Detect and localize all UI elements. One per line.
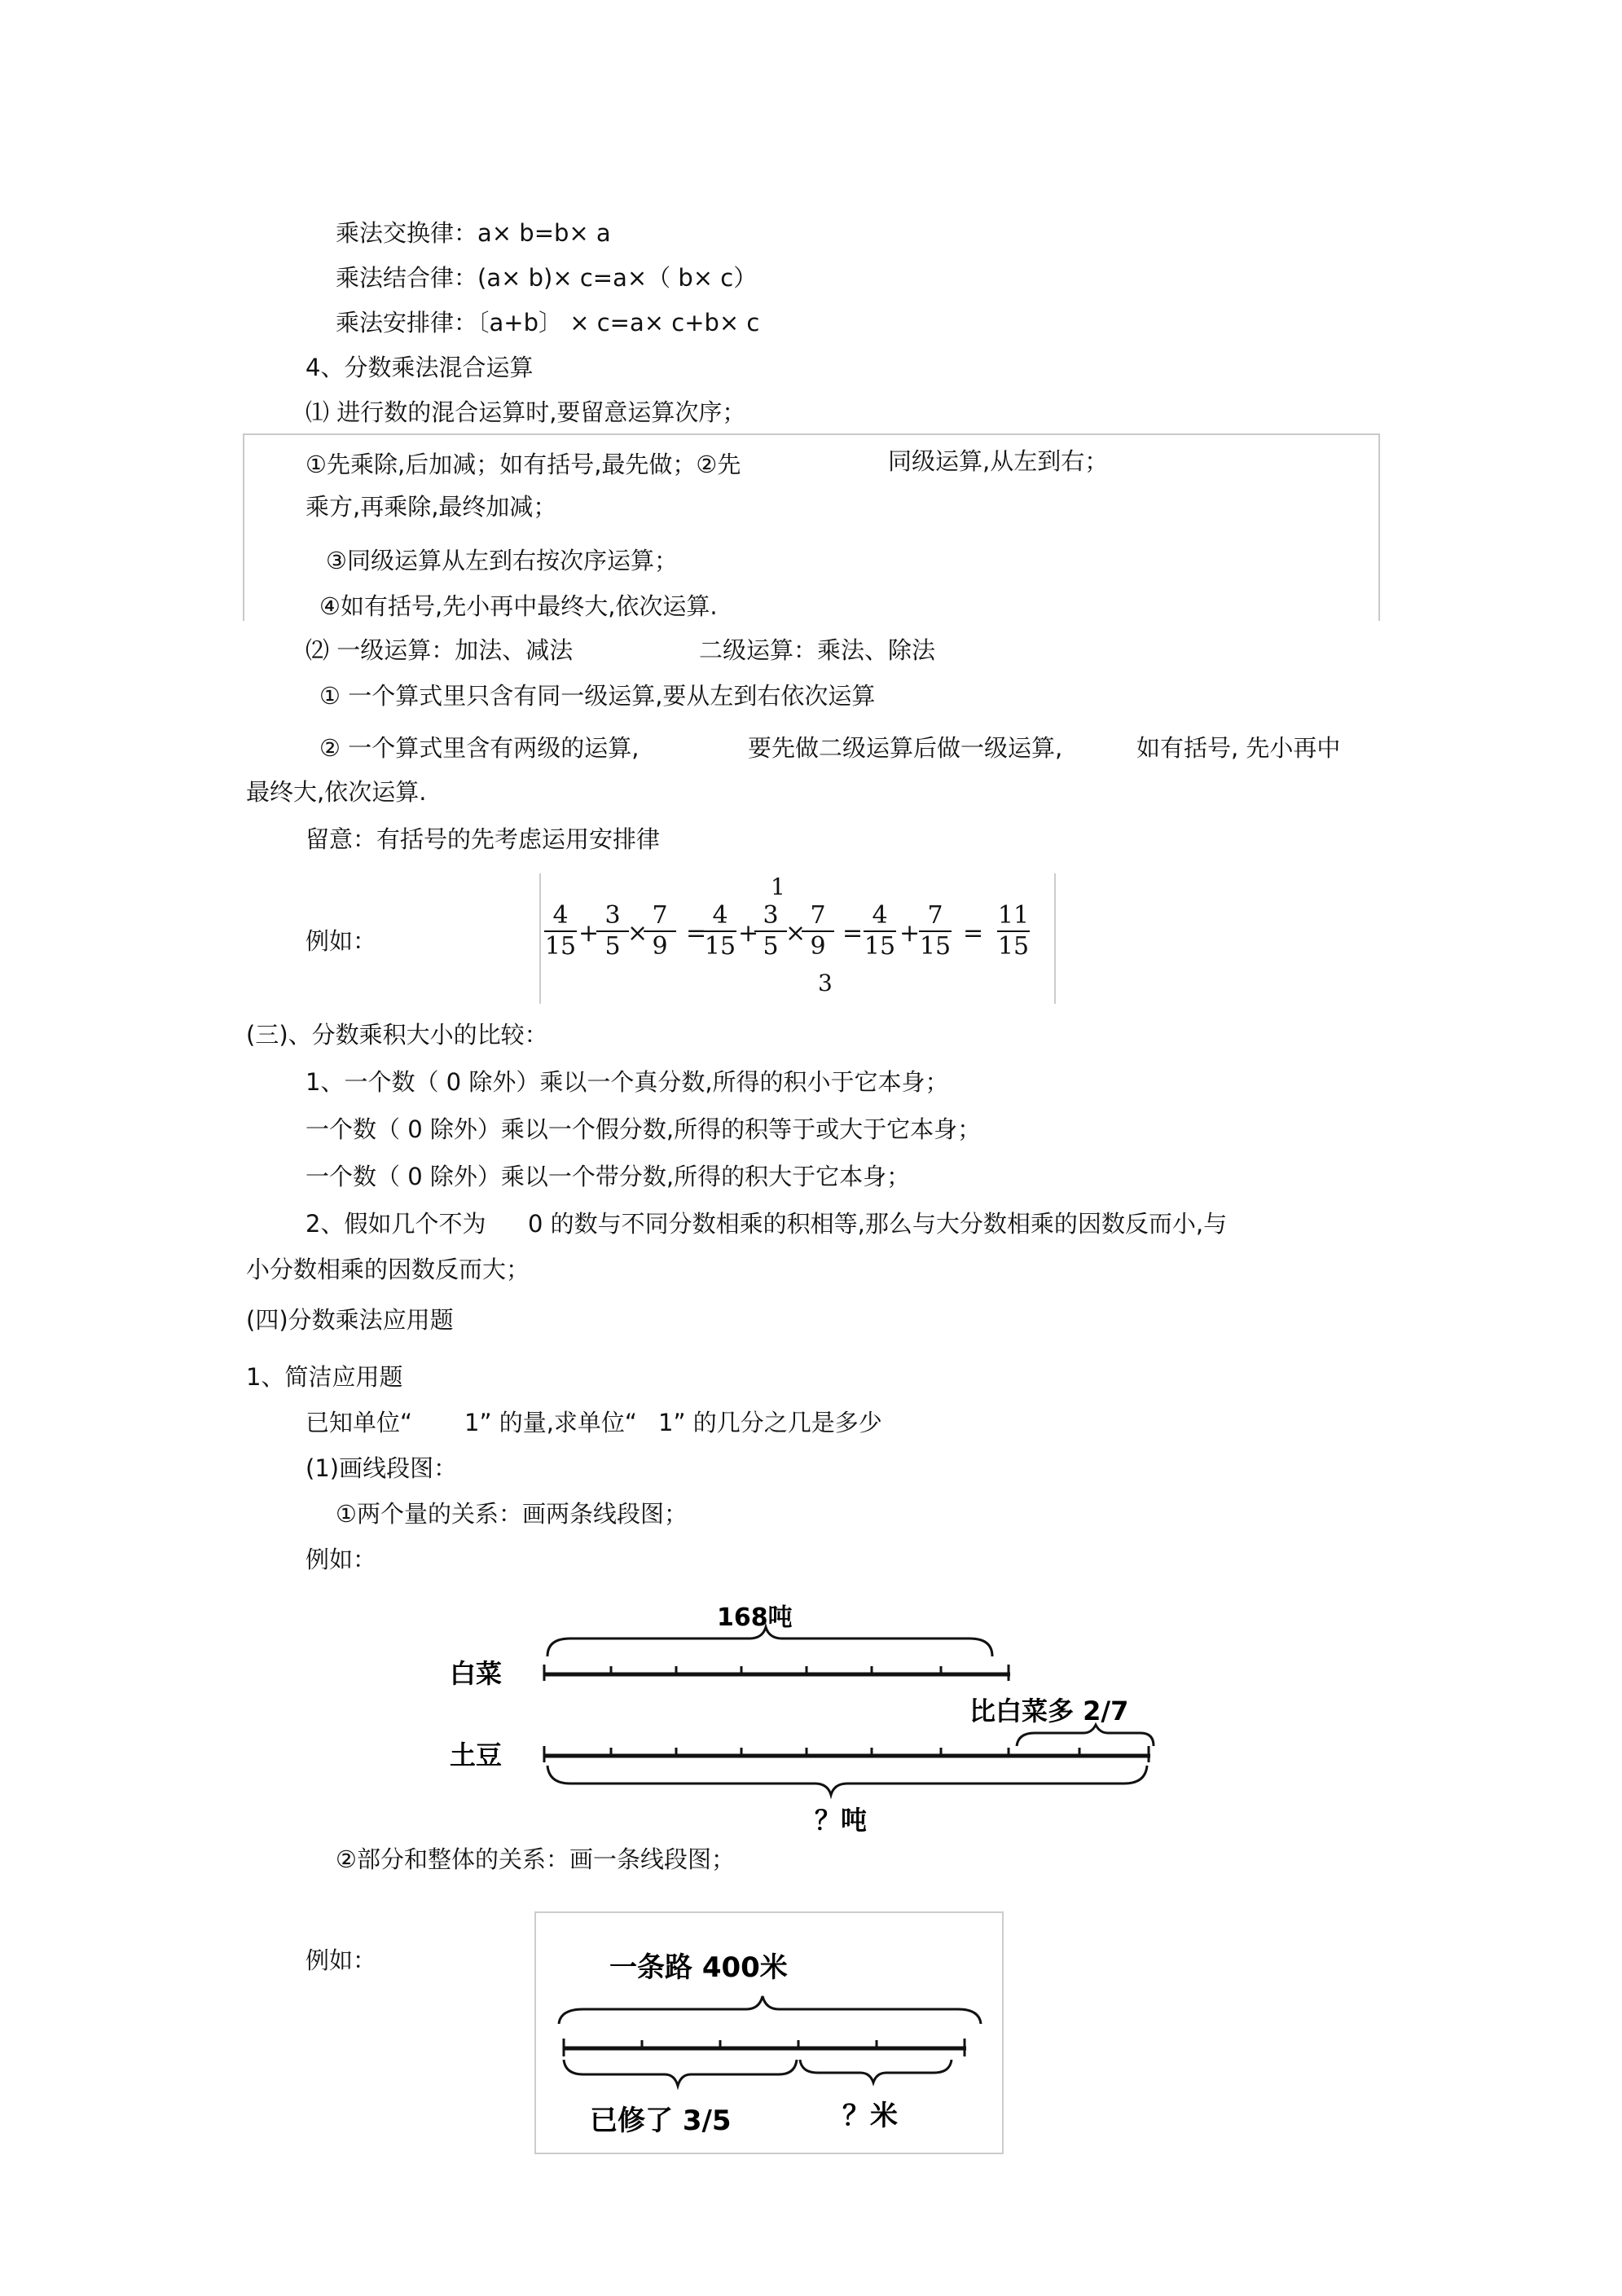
text-line: ② 一个算式里含有两级的运算, xyxy=(319,734,640,762)
text-line: 要先做二级运算后做一级运算, xyxy=(748,734,1063,762)
fraction: 3 5 xyxy=(596,903,629,960)
row-label-cabbage: 白菜 xyxy=(450,1658,503,1689)
section-heading: (四)分数乘法应用题 xyxy=(246,1306,454,1334)
total-label: 一条路 400米 xyxy=(609,1951,788,1984)
example-label: 例如： xyxy=(305,1946,377,1974)
formula-example: 4 15 + 3 5 × 7 9 = 4 15 + 3 5 × 7 9 1 3 = 4 15 + 7 15 = 11 15 xyxy=(539,873,1056,1004)
text-line: 一个数（ 0 除外）乘以一个带分数,所得的积大于它本身； xyxy=(305,1163,911,1190)
text-line: 2、假如几个不为 xyxy=(305,1210,486,1238)
total-label: 168吨 xyxy=(717,1603,793,1632)
text-line: 乘法交换律：a× b=b× a xyxy=(336,219,611,247)
text-line: ③同级运算从左到右按次序运算； xyxy=(326,547,678,574)
fraction: 3 5 xyxy=(754,903,787,960)
text-line: 留意：有括号的先考虑运用安排律 xyxy=(305,825,661,853)
fraction: 4 15 xyxy=(864,901,896,961)
fraction: 4 15 xyxy=(704,901,736,961)
section-heading: (三)、分数乘积大小的比较： xyxy=(246,1021,548,1049)
text-line: ①先乘除,后加减；如有括号,最先做；②先 xyxy=(305,451,741,478)
done-label: 已修了 3/5 xyxy=(590,2105,732,2137)
example-label: 例如： xyxy=(305,927,377,955)
section-heading: 4、分数乘法混合运算 xyxy=(305,354,534,381)
text-line: 同级运算,从左到右； xyxy=(888,447,1109,475)
text-line: 小分数相乘的因数反而大； xyxy=(246,1256,530,1283)
example-label: 例如： xyxy=(305,1546,377,1573)
text-line: ⑴ 进行数的混合运算时,要留意运算次序； xyxy=(305,398,746,426)
line-segment-diagram-2 xyxy=(534,1911,1004,2154)
text-line: 1、一个数（ 0 除外）乘以一个真分数,所得的积小于它本身； xyxy=(305,1068,949,1096)
unknown-label: ？吨 xyxy=(815,1805,868,1836)
fraction: 7 15 xyxy=(919,901,952,961)
text-line: (1)画线段图： xyxy=(305,1454,458,1482)
fraction: 7 9 xyxy=(644,903,676,960)
fraction: 4 15 xyxy=(544,901,577,961)
text-line: 乘方,再乘除,最终加减； xyxy=(305,493,557,521)
text-line: ④如有括号,先小再中最终大,依次运算. xyxy=(319,592,718,620)
line-segment-diagram-1 xyxy=(440,1593,1206,1837)
text-line: 最终大,依次运算. xyxy=(246,778,427,806)
text-line: 乘法结合律：(a× b)× c=a×（ b× c） xyxy=(336,264,758,292)
text-line: 如有括号, 先小再中 xyxy=(1136,734,1341,762)
text-line: 已知单位“ xyxy=(305,1409,413,1436)
text-line: ②部分和整体的关系：画一条线段图； xyxy=(336,1845,735,1873)
remaining-label: ？米 xyxy=(842,2100,898,2132)
text-line: 二级运算：乘法、除法 xyxy=(699,636,936,664)
fraction: 7 9 xyxy=(802,903,834,960)
cancel-top: 1 xyxy=(771,873,785,900)
text-line: 1” 的量,求单位“ xyxy=(464,1409,637,1436)
text-line: 乘法安排律：〔a+b〕 × c=a× c+b× c xyxy=(336,309,760,336)
text-line: 0 的数与不同分数相乘的积相等,那么与大分数相乘的因数反而小,与 xyxy=(528,1210,1228,1238)
section-heading: 1、简洁应用题 xyxy=(246,1363,403,1391)
more-label: 比白菜多 2/7 xyxy=(969,1696,1129,1726)
text-line: ⑵ 一级运算：加法、减法 xyxy=(305,636,574,664)
row-label-potato: 土豆 xyxy=(450,1740,503,1770)
text-line: 一个数（ 0 除外）乘以一个假分数,所得的积等于或大于它本身； xyxy=(305,1115,982,1143)
cancel-bottom: 3 xyxy=(818,970,833,996)
text-line: 1” 的几分之几是多少 xyxy=(658,1409,882,1436)
fraction: 11 15 xyxy=(997,901,1030,961)
text-line: ①两个量的关系：画两条线段图； xyxy=(336,1500,688,1528)
text-line: ① 一个算式里只含有同一级运算,要从左到右依次运算 xyxy=(319,682,876,710)
